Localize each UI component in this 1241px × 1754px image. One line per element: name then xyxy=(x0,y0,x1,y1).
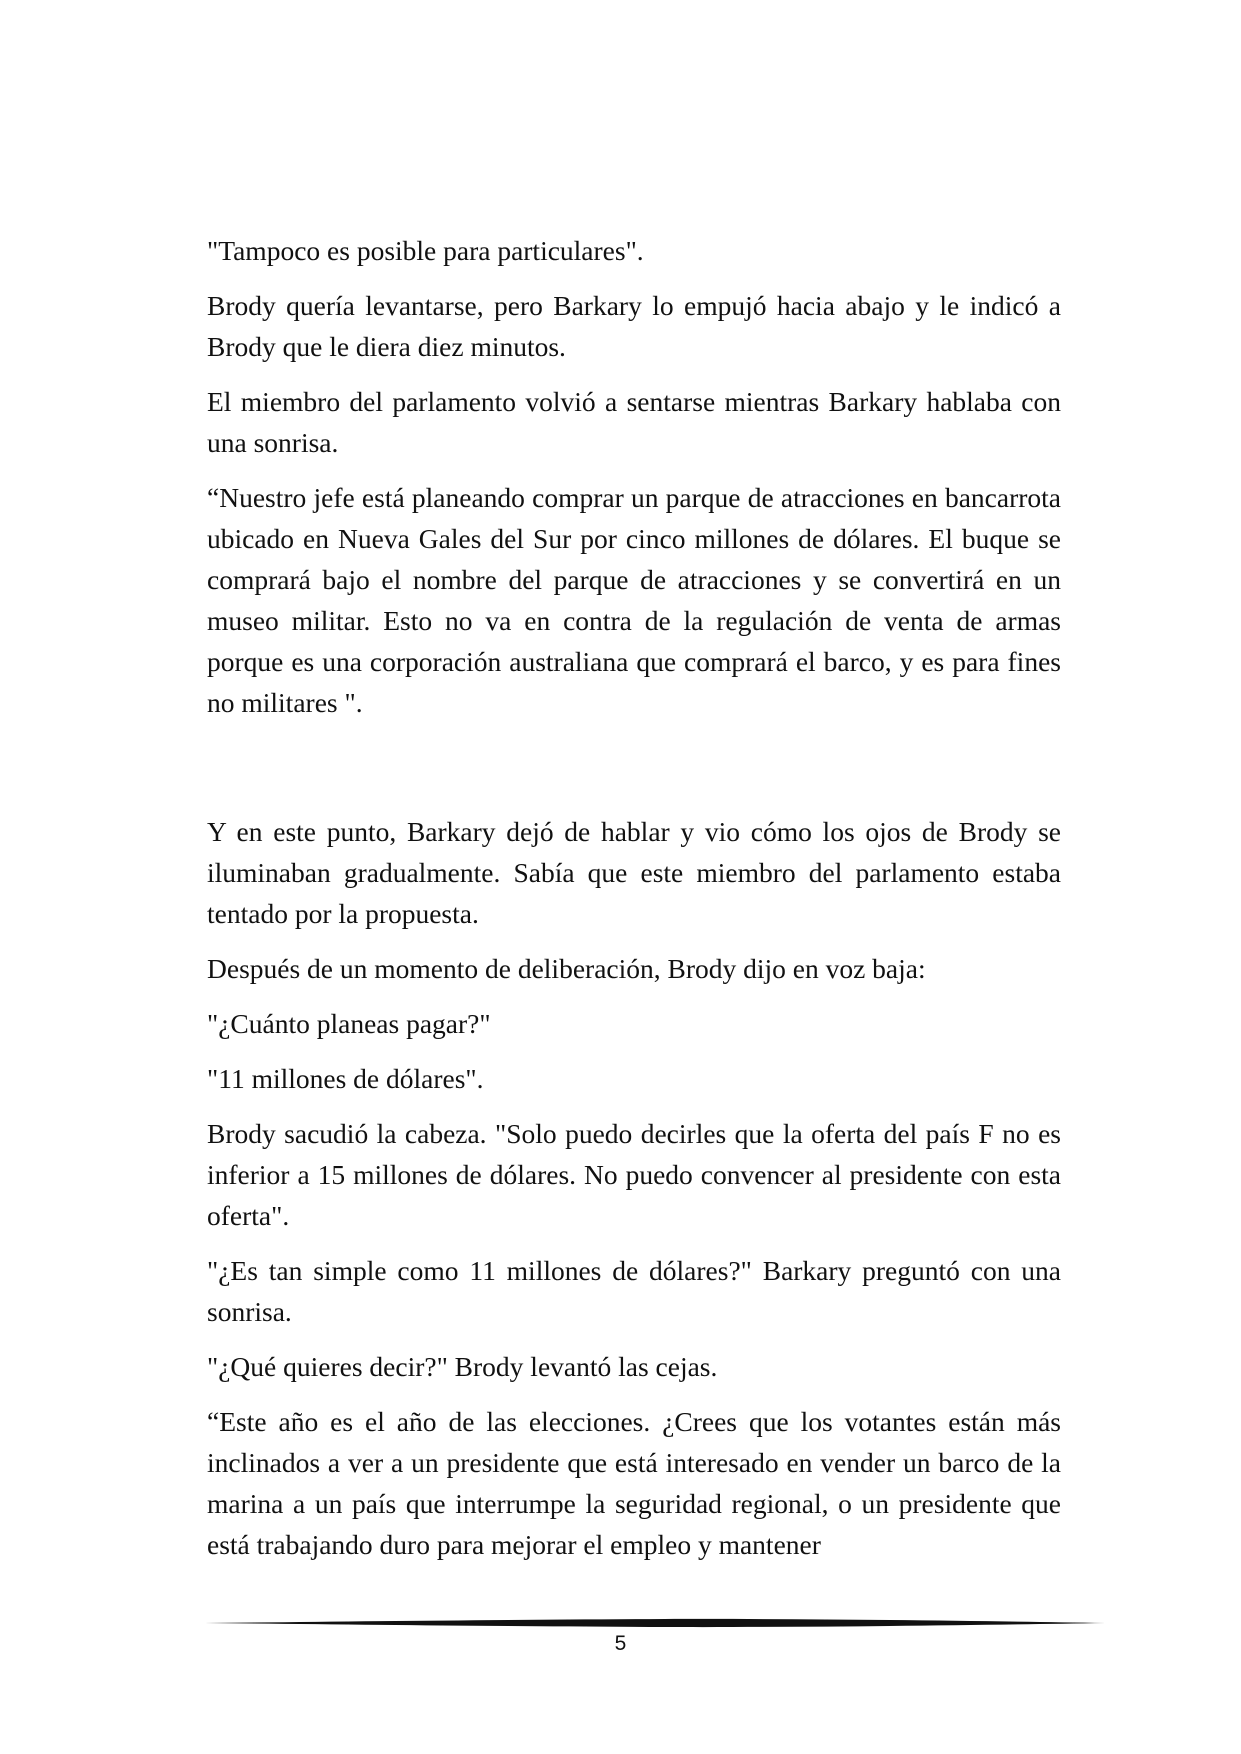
footer-divider xyxy=(205,1617,1105,1629)
paragraph: Brody sacudió la cabeza. "Solo puedo decirles que la oferta del país F no es inferior a 15 millones de dólares. No puedo convencer al presidente con esta oferta". xyxy=(207,1118,1061,1231)
paragraph: Brody quería levantarse, pero Barkary lo empujó hacia abajo y le indicó a Brody que le diera diez minutos. xyxy=(207,290,1061,362)
paragraph: “Este año es el año de las elecciones. ¿Crees que los votantes están más inclinados a ver a un presidente que está interesado en vender un barco de la marina a un país que interrumpe la seguridad regional, o un presidente que está trabajando duro para mejorar el empleo y mantener xyxy=(207,1406,1061,1560)
paragraph: "11 millones de dólares". xyxy=(207,1063,484,1094)
paragraph: El miembro del parlamento volvió a sentarse mientras Barkary hablaba con una sonrisa. xyxy=(207,386,1061,458)
page-number: 5 xyxy=(614,1632,627,1655)
paragraph: “Nuestro jefe está planeando comprar un parque de atracciones en bancarrota ubicado en Nueva Gales del Sur por cinco millones de dólares. El buque se comprará bajo el nombre del parque de atracciones y se convertirá en un museo militar. Esto no va en contra de la regulación de venta de armas porque es una corporación australiana que comprará el barco, y es para fines no militares ". xyxy=(207,482,1061,718)
section-gap xyxy=(207,737,1061,811)
paragraph: "¿Qué quieres decir?" Brody levantó las cejas. xyxy=(207,1351,718,1382)
page-body xyxy=(207,230,1061,1579)
paragraph: "¿Es tan simple como 11 millones de dólares?" Barkary preguntó con una sonrisa. xyxy=(207,1255,1061,1327)
paragraph: "Tampoco es posible para particulares". xyxy=(207,235,644,266)
paragraph: "¿Cuánto planeas pagar?" xyxy=(207,1008,491,1039)
paragraph: Y en este punto, Barkary dejó de hablar y vio cómo los ojos de Brody se iluminaban gradualmente. Sabía que este miembro del parlamento estaba tentado por la propuesta. xyxy=(207,816,1061,929)
paragraph: Después de un momento de deliberación, Brody dijo en voz baja: xyxy=(207,953,926,984)
